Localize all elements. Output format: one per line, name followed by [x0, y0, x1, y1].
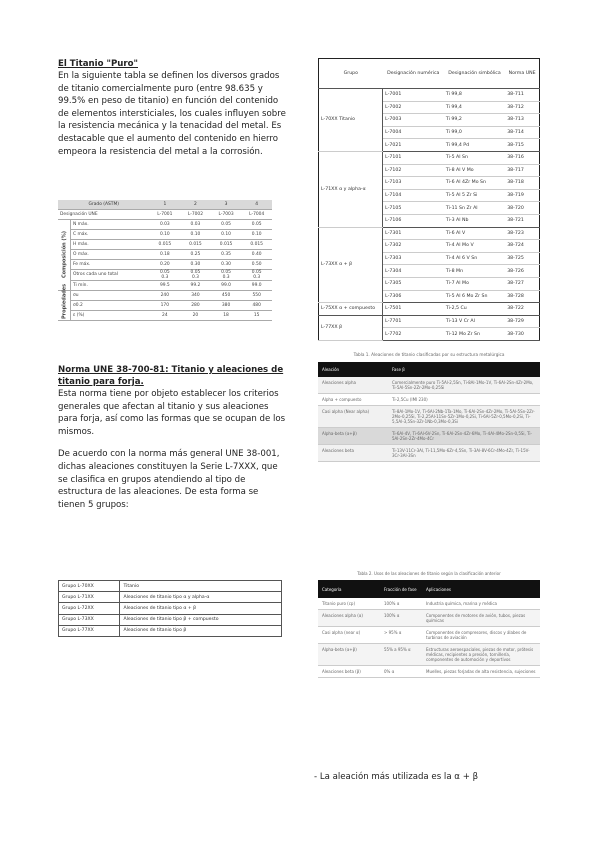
designation-cell: L-7701	[383, 315, 444, 328]
designation-header-cell: Norma UNE	[505, 59, 539, 89]
designation-cell: Ti-2,5 Cu	[444, 303, 505, 316]
designation-cell: 38-719	[505, 189, 539, 202]
grades-cell: 99.0	[241, 280, 272, 290]
grades-header-cell: 1	[150, 200, 181, 209]
alloy-cell: Ti-8Al-1Mo-1V, Ti-6Al-2Nb-1Ta-1Mo, Ti-6Al-2Sn-4Zr-2Mo, Ti-5Al-5Sn-2Zr-2Mo-0,25Si, Ti-2,25Al-11Sn-5Zr-1Mo-0,2Si, Ti-6Al-5Zr-0,5Mo-0,2Si, Ti-5,5Al-3,5Sn-3Zr-1Nb-0,3Mo-0,3Si	[388, 406, 540, 428]
uses-cell: 0% α	[380, 666, 422, 678]
grades-cell: Fe máx.	[71, 259, 150, 269]
grades-cell: 0.03	[180, 219, 211, 229]
grades-cell: 0.03	[150, 219, 181, 229]
designation-cell: Ti-6 Al V	[444, 227, 505, 240]
uses-row	[318, 666, 540, 678]
grades-cell: 0.10	[150, 229, 181, 239]
designation-cell: L-7003	[383, 114, 444, 127]
alloy-cell: Ti-6Al-4V, Ti-6Al-6V-2Sn, Ti-6Al-2Sn-4Zr-6Mo, Ti-4Al-4Mo-2Sn-0,5Si, Ti-5Al-2Sn-2Zr-4Mo-4Cr	[388, 428, 540, 445]
designation-cell: 38-724	[505, 240, 539, 253]
alloy-header-cell: Aleación	[318, 362, 388, 377]
grades-cell: H máx.	[71, 239, 150, 249]
designation-group-name: L-77XX β	[319, 315, 383, 340]
grades-cell: 340	[180, 290, 211, 300]
uses-cell: Estructuras aeroespaciales, piezas de motor, prótesis médicas, recipientes a presión, tornillería, componentes de automoción y deportivos	[422, 644, 540, 666]
designation-group-name: L-71XX α y alpha-α	[319, 151, 383, 227]
designation-cell: L-7001	[383, 89, 444, 102]
uses-row	[318, 598, 540, 610]
alloy-structure-table	[318, 362, 540, 462]
alloy-header-cell: Fase β	[388, 362, 540, 377]
grades-composition-row	[58, 229, 272, 239]
uses-cell: Alpha-beta (α+β)	[318, 644, 380, 666]
uses-cell: Componentes de compresores, discos y álabes de turbinas de aviación	[422, 627, 540, 644]
uses-table-caption: Tabla 2. Usos de las aleaciones de titanio según la clasificación anterior	[357, 571, 501, 576]
properties-label: Propiedades	[58, 290, 71, 320]
grades-cell: N máx.	[71, 219, 150, 229]
designation-row	[319, 315, 540, 328]
designation-cell: L-7306	[383, 290, 444, 303]
uses-header-cell: Fracción de fase	[380, 580, 422, 598]
grades-cell: 170	[150, 300, 181, 310]
designation-cell: 38-729	[505, 315, 539, 328]
designation-header-cell: Designación simbólica	[444, 59, 505, 89]
grades-cell: Ti mín.	[71, 280, 150, 290]
designation-cell: Ti-3 Al Nb	[444, 214, 505, 227]
alloy-row	[318, 406, 540, 428]
alloy-cell: Ti-2,5Cu (IMI 230)	[388, 394, 540, 406]
section2-heading: Norma UNE 38-700-81: Titanio y aleaciones de titanio para forja.	[58, 365, 284, 387]
groups-row	[59, 592, 282, 603]
grades-composition-row	[58, 239, 272, 249]
grades-cell: ε (%)	[71, 310, 150, 320]
designation-cell: Ti-5 Al 6 Mo Zr Sn	[444, 290, 505, 303]
grades-designation-cell: L-7001	[150, 209, 181, 219]
grades-cell: σu	[71, 290, 150, 300]
designation-cell: 38-718	[505, 177, 539, 190]
grades-cell: 18	[211, 310, 242, 320]
grades-cell: 0.10	[241, 229, 272, 239]
grades-composition-row	[58, 269, 272, 280]
titanium-grades-table	[58, 200, 272, 321]
alloy-row	[318, 428, 540, 445]
alloy-row	[318, 445, 540, 462]
grades-cell: 0.30	[180, 259, 211, 269]
designation-cell: Ti-12 Mo Zr Sn	[444, 328, 505, 341]
designation-cell: L-7101	[383, 151, 444, 164]
uses-row	[318, 610, 540, 627]
uses-header-cell: Aplicaciones	[422, 580, 540, 598]
grades-composition-row	[58, 280, 272, 290]
grades-designation-cell: L-7004	[241, 209, 272, 219]
grades-designation-cell: L-7002	[180, 209, 211, 219]
grades-cell: 0.05	[241, 219, 272, 229]
uses-cell: 55% a 95% α	[380, 644, 422, 666]
groups-row	[59, 614, 282, 625]
designation-cell: 38-730	[505, 328, 539, 341]
designation-cell: 38-727	[505, 277, 539, 290]
uses-cell: 100% α	[380, 610, 422, 627]
designation-cell: Ti-8 Al V Mo	[444, 164, 505, 177]
alloy-uses-table	[318, 580, 540, 678]
designation-header-cell: Designación numérica	[383, 59, 444, 89]
designation-cell: 38-711	[505, 89, 539, 102]
designation-cell: 38-728	[505, 290, 539, 303]
grades-cell: 0.05 0.3	[241, 269, 272, 280]
designation-cell: L-7102	[383, 164, 444, 177]
designation-cell: 38-717	[505, 164, 539, 177]
designation-cell: Ti-13 V Cr Al	[444, 315, 505, 328]
designation-cell: Ti 99,4 Pd	[444, 139, 505, 152]
designation-cell: L-7104	[383, 189, 444, 202]
uses-cell: Componentes de motores de avión, tubos, piezas químicas	[422, 610, 540, 627]
grades-cell: 0.05 0.3	[211, 269, 242, 280]
designation-cell: Ti-11 Sn Zr Al	[444, 202, 505, 215]
designation-cell: L-7501	[383, 303, 444, 316]
uses-cell: Aleaciones beta (β)	[318, 666, 380, 678]
designation-group-name: L-70XX Titanio	[319, 89, 383, 152]
designation-cell: 38-722	[505, 303, 539, 316]
groups-cell: Grupo L-77XX	[59, 625, 120, 636]
grades-property-row	[58, 300, 272, 310]
designation-cell: L-7004	[383, 126, 444, 139]
groups-row	[59, 625, 282, 636]
grades-cell: 0.18	[150, 249, 181, 259]
designation-row	[319, 303, 540, 316]
alloy-cell: Comercialmente puro Ti-5Al-2,5Sn, Ti-8Al-1Mo-1V, Ti-6Al-2Sn-4Zr-2Mo, Ti-5Al-5Sn-2Zr-2Mo-0,25Si	[388, 377, 540, 394]
designation-cell: Ti 99,0	[444, 126, 505, 139]
designation-cell: Ti-5 Al Sn	[444, 151, 505, 164]
grades-cell: 99.5	[150, 280, 181, 290]
grades-cell: 24	[150, 310, 181, 320]
grades-cell: 550	[241, 290, 272, 300]
designation-cell: L-7304	[383, 265, 444, 278]
uses-row	[318, 644, 540, 666]
designation-table	[318, 58, 540, 341]
grades-cell: 15	[241, 310, 272, 320]
groups-cell: Aleaciones de titanio tipo α y alpha-α	[120, 592, 282, 603]
designation-cell: 38-714	[505, 126, 539, 139]
grades-property-row	[58, 310, 272, 320]
alloy-cell: Alpha-beta (α+β)	[318, 428, 388, 445]
groups-cell: Aleaciones de titanio tipo β + compuesto	[120, 614, 282, 625]
grades-header-cell: 2	[180, 200, 211, 209]
designation-cell: L-7103	[383, 177, 444, 190]
designation-cell: Ti 99,8	[444, 89, 505, 102]
designation-cell: Ti-5 Al 5 Zr Si	[444, 189, 505, 202]
alloy-cell: Aleaciones alpha	[318, 377, 388, 394]
grades-header-cell: 3	[211, 200, 242, 209]
grades-composition-row	[58, 219, 272, 229]
alloy-cell: Alpha + compuesto	[318, 394, 388, 406]
designation-cell: L-7702	[383, 328, 444, 341]
groups-cell: Aleaciones de titanio tipo β	[120, 625, 282, 636]
uses-cell: 100% α	[380, 598, 422, 610]
grades-cell: C máx.	[71, 229, 150, 239]
grades-header-cell: Grado (ASTM)	[58, 200, 150, 209]
groups-cell: Titanio	[120, 581, 282, 592]
uses-cell: Muelles, piezas forjadas de alta resistencia, sujeciones	[422, 666, 540, 678]
grades-cell: 0.10	[180, 229, 211, 239]
designation-row	[319, 89, 540, 102]
alloy-row	[318, 394, 540, 406]
grades-cell: 0.10	[211, 229, 242, 239]
designation-cell: 38-723	[505, 227, 539, 240]
groups-row	[59, 603, 282, 614]
designation-cell: Ti-4 Al Mo V	[444, 240, 505, 253]
designation-cell: 38-726	[505, 265, 539, 278]
grades-header-cell: 4	[241, 200, 272, 209]
grades-cell: O máx.	[71, 249, 150, 259]
grades-cell: 0.50	[241, 259, 272, 269]
grades-cell: 99.0	[211, 280, 242, 290]
grades-cell: 0.40	[241, 249, 272, 259]
designation-cell: Ti-4 Al 6 V Sn	[444, 252, 505, 265]
grades-cell: 450	[211, 290, 242, 300]
grades-cell: 0.015	[241, 239, 272, 249]
designation-cell: 38-721	[505, 214, 539, 227]
designation-row	[319, 151, 540, 164]
grades-cell: 99.2	[180, 280, 211, 290]
grades-cell: 380	[211, 300, 242, 310]
designation-cell: L-7021	[383, 139, 444, 152]
grades-designation-cell: Designación UNE	[58, 209, 150, 219]
groups-cell: Grupo L-73XX	[59, 614, 120, 625]
designation-cell: Ti-8 Mn	[444, 265, 505, 278]
designation-cell: 38-715	[505, 139, 539, 152]
grades-cell: 0.05	[211, 219, 242, 229]
designation-cell: Ti 99,2	[444, 114, 505, 127]
grades-composition-row	[58, 259, 272, 269]
designation-cell: 38-712	[505, 101, 539, 114]
designation-cell: L-7301	[383, 227, 444, 240]
grades-cell: 0.015	[211, 239, 242, 249]
grades-cell: 0.20	[150, 259, 181, 269]
grades-cell: 0.015	[180, 239, 211, 249]
grades-cell: 0.30	[211, 259, 242, 269]
uses-row	[318, 627, 540, 644]
uses-cell: Casi alpha (near α)	[318, 627, 380, 644]
grades-cell: 20	[180, 310, 211, 320]
groups-cell: Aleaciones de titanio tipo α + β	[120, 603, 282, 614]
groups-cell: Grupo L-72XX	[59, 603, 120, 614]
groups-cell: Grupo L-71XX	[59, 592, 120, 603]
designation-cell: 38-716	[505, 151, 539, 164]
designation-cell: 38-713	[505, 114, 539, 127]
composition-label: Composición (%)	[58, 219, 71, 290]
uses-cell: > 95% α	[380, 627, 422, 644]
designation-cell: L-7303	[383, 252, 444, 265]
designation-group-name: L-75XX α + compuesto	[319, 303, 383, 316]
groups-cell: Grupo L-70XX	[59, 581, 120, 592]
grades-cell: 0.35	[211, 249, 242, 259]
designation-cell: L-7302	[383, 240, 444, 253]
section2-paragraph1: Esta norma tiene por objeto establecer los criterios generales que afectan al titanio y sus aleaciones para forja, así como las formas que se ocupan de los mismos.	[58, 389, 286, 437]
designation-cell: 38-725	[505, 252, 539, 265]
section1-paragraph: En la siguiente tabla se definen los diversos grados de titanio comercialmente puro (entre 98.635 y 99.5% en peso de titanio) en función del contenido de elementos intersticiales, los cuales influyen sobre la resistencia mecánica y la tenacidad del metal. Es destacable que el aumento del contenido en hierro empeora la resistencia del metal a la corrosión.	[58, 71, 286, 157]
uses-cell: Titanio puro (cp)	[318, 598, 380, 610]
designation-cell: Ti-6 Al 4Zr Mo Sn	[444, 177, 505, 190]
designation-cell: Ti 99,4	[444, 101, 505, 114]
grades-cell: 0.25	[180, 249, 211, 259]
alloy-cell: Aleaciones beta	[318, 445, 388, 462]
grades-cell: 280	[180, 300, 211, 310]
grades-cell: 0.05 0.3	[180, 269, 211, 280]
groups-table	[58, 580, 282, 637]
uses-header-cell: Categoría	[318, 580, 380, 598]
grades-cell: σ0.2	[71, 300, 150, 310]
groups-row	[59, 581, 282, 592]
note-text: - La aleación más utilizada es la α + β	[314, 772, 479, 782]
designation-cell: Ti-7 Al Mo	[444, 277, 505, 290]
designation-header-cell: Grupo	[319, 59, 383, 89]
section2-paragraph2: De acuerdo con la norma más general UNE 38-001, dichas aleaciones constituyen la Serie L-7XXX, que se clasifica en grupos atendiendo al tipo de estructura de las aleaciones. De esta forma se tienen 5 grupos:	[58, 449, 280, 510]
grades-cell: 240	[150, 290, 181, 300]
grades-cell: 0.015	[150, 239, 181, 249]
grades-designation-cell: L-7003	[211, 209, 242, 219]
grades-property-row	[58, 290, 272, 300]
designation-cell: L-7106	[383, 214, 444, 227]
grades-cell: 0.05 0.3	[150, 269, 181, 280]
designation-cell: L-7002	[383, 101, 444, 114]
designation-cell: L-7305	[383, 277, 444, 290]
designation-cell: 38-720	[505, 202, 539, 215]
alloy-cell: Ti-13V-11Cr-3Al, Ti-11,5Mo-6Zr-4,5Sn, Ti-3Al-8V-6Cr-4Mo-4Zr, Ti-15V-3Cr-3Al-3Sn	[388, 445, 540, 462]
section1-heading: El Titanio "Puro"	[58, 59, 138, 69]
section2	[58, 364, 288, 511]
uses-cell: Industria química, marina y médica	[422, 598, 540, 610]
left-column	[58, 58, 288, 158]
alloy-cell: Casi alpha (Near alpha)	[318, 406, 388, 428]
alloy-row	[318, 377, 540, 394]
designation-cell: L-7105	[383, 202, 444, 215]
designation-group-name: L-73XX α + β	[319, 227, 383, 303]
grades-cell: Otros cada uno total	[71, 269, 150, 280]
alloy-table-caption: Tabla 1. Aleaciones de titanio clasificadas por su estructura metalúrgica	[353, 352, 505, 357]
uses-cell: Aleaciones alpha (α)	[318, 610, 380, 627]
designation-row	[319, 227, 540, 240]
grades-cell: 480	[241, 300, 272, 310]
grades-composition-row	[58, 249, 272, 259]
